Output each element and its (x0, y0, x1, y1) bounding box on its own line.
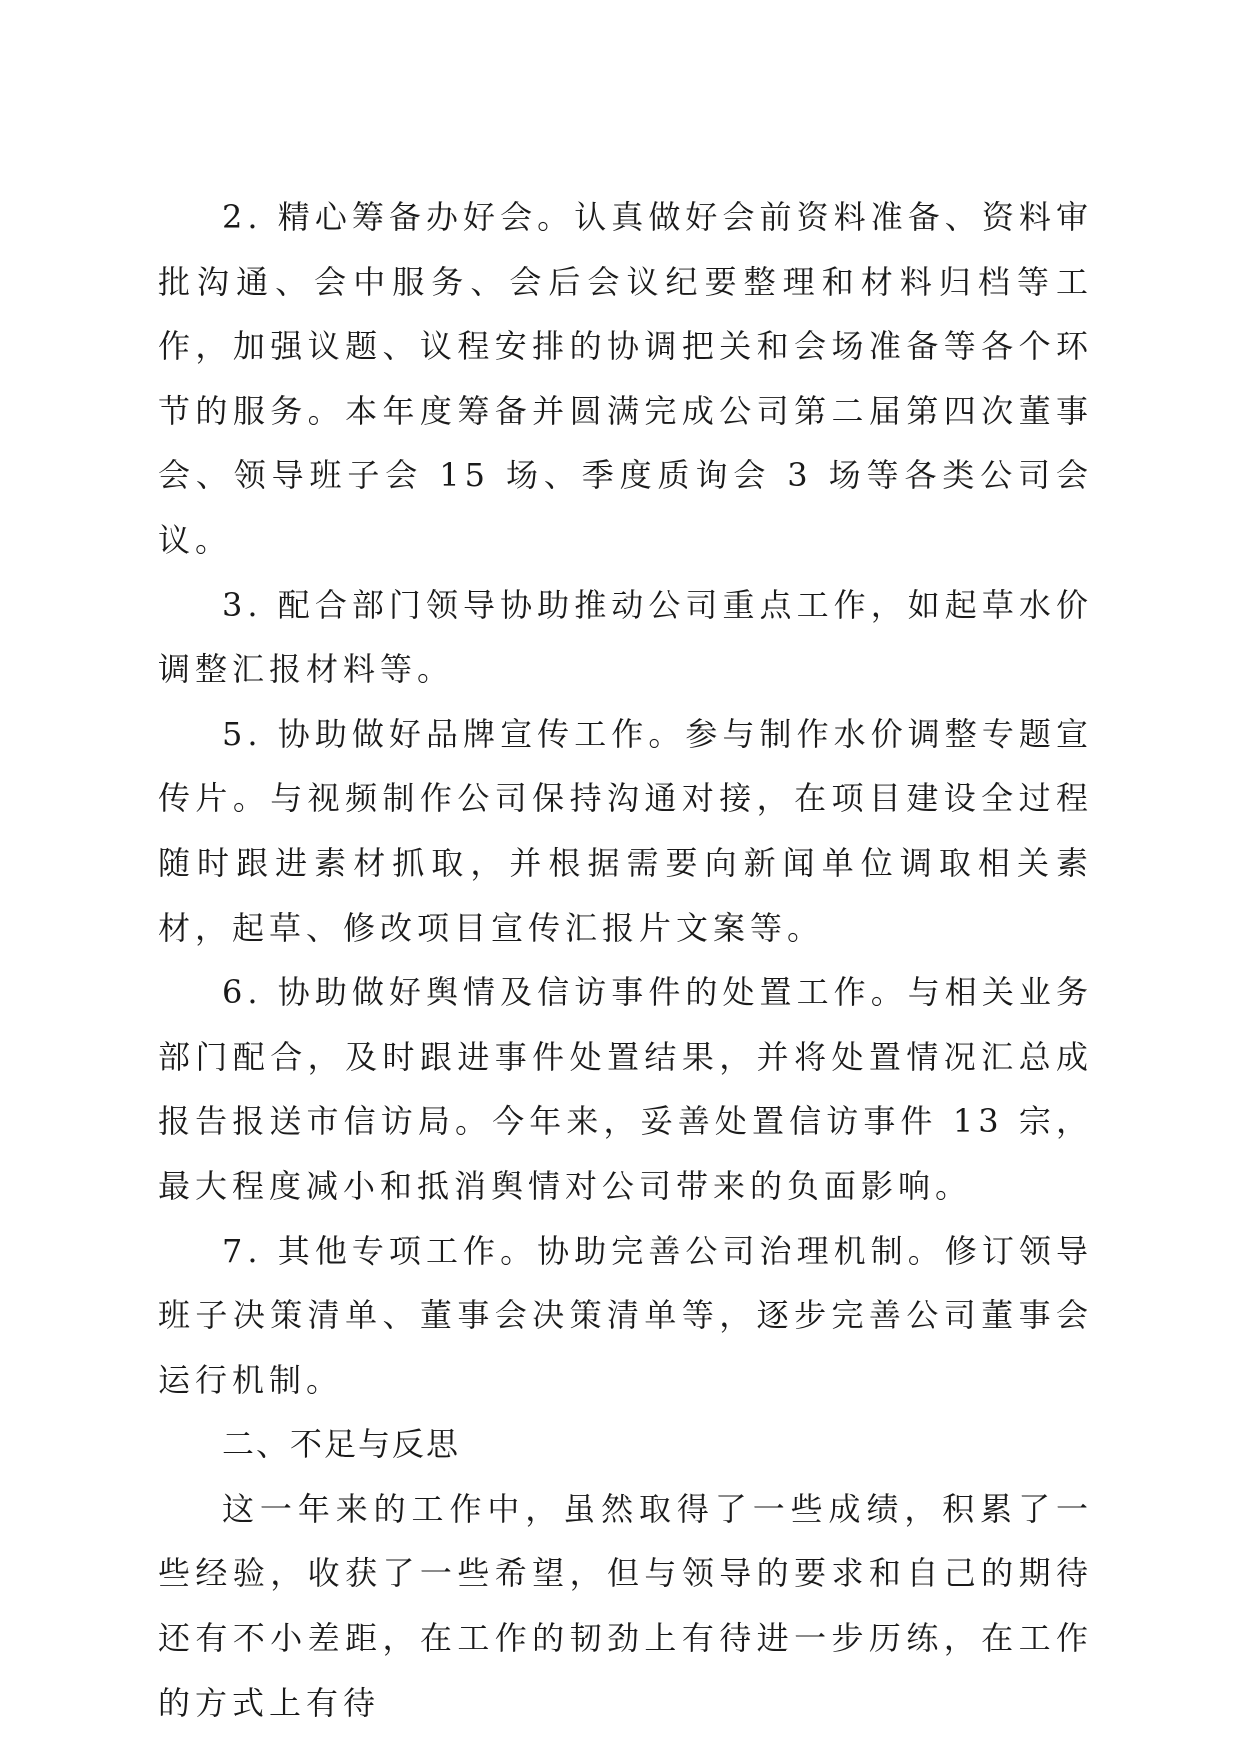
paragraph-item-3: 3. 配合部门领导协助推动公司重点工作，如起草水价调整汇报材料等。 (158, 585, 1093, 689)
paragraph-item-7: 7. 其他专项工作。协助完善公司治理机制。修订领导班子决策清单、董事会决策清单等，逐步完善公司董事会运行机制。 (158, 1231, 1093, 1399)
section-heading: 二、不足与反思 (222, 1425, 461, 1464)
closing-paragraph: 这一年来的工作中，虽然取得了一些成绩，积累了一些经验，收获了一些希望，但与领导的要求和自己的期待还有不小差距，在工作的韧劲上有待进一步历练，在工作的方式上有待 (158, 1489, 1093, 1722)
paragraph-item-6: 6. 协助做好舆情及信访事件的处置工作。与相关业务部门配合，及时跟进事件处置结果，并将处置情况汇总成报告报送市信访局。今年来，妥善处置信访事件 13 宗，最大程度减小和抵消舆情对公司带来的负面影响。 (158, 973, 1093, 1205)
paragraph-item-2: 2. 精心筹备办好会。认真做好会前资料准备、资料审批沟通、会中服务、会后会议纪要整理和材料归档等工作，加强议题、议程安排的协调把关和会场准备等各个环节的服务。本年度筹备并圆满完成公司第二届第四次董事会、领导班子会 15 场、季度质询会 3 场等各类公司会议。 (158, 198, 1093, 559)
document-body (158, 185, 1093, 1735)
paragraph-item-5: 5. 协助做好品牌宣传工作。参与制作水价调整专题宣传片。与视频制作公司保持沟通对接，在项目建设全过程随时跟进素材抓取，并根据需要向新闻单位调取相关素材，起草、修改项目宣传汇报片文案等。 (158, 714, 1093, 947)
